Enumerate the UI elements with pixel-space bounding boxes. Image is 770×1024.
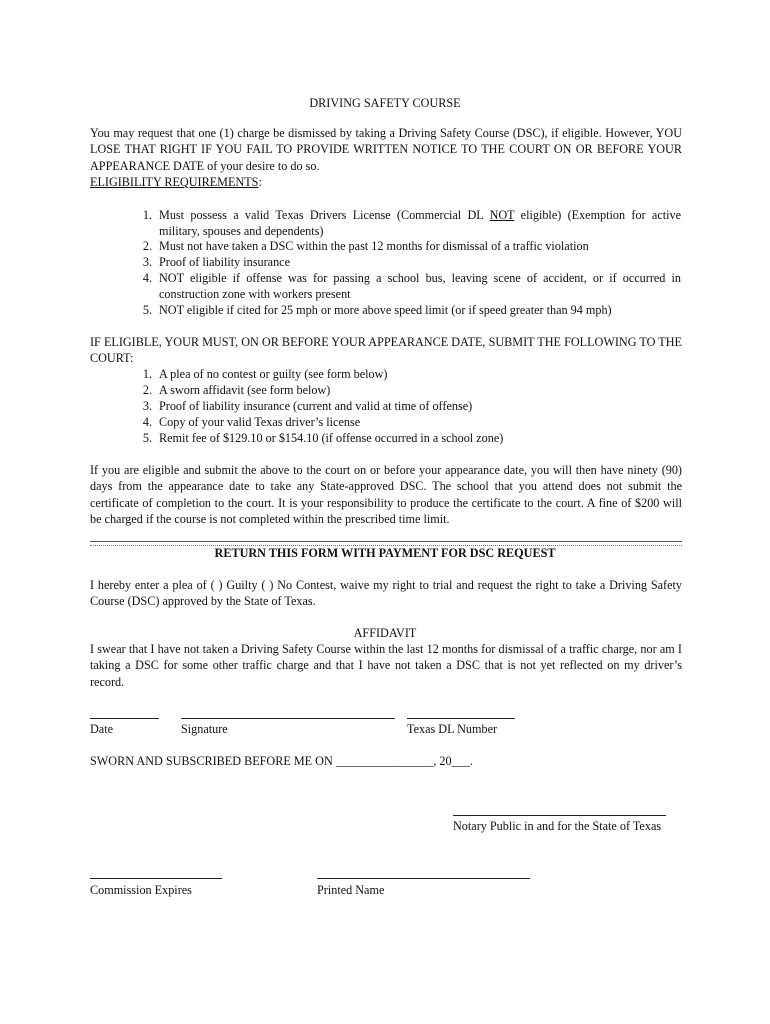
printed-name-line[interactable] bbox=[317, 878, 530, 879]
eligibility-item-1-text-a: Must possess a valid Texas Drivers License (Commercial DL bbox=[159, 208, 490, 222]
eligibility-number-1: 1. bbox=[142, 208, 152, 222]
date-line[interactable] bbox=[90, 718, 159, 719]
notary-line[interactable] bbox=[453, 815, 666, 816]
dl-number-label: Texas DL Number bbox=[407, 722, 498, 736]
document-title: DRIVING SAFETY COURSE bbox=[309, 96, 461, 110]
eligibility-item-1 bbox=[159, 207, 681, 240]
signature-line[interactable] bbox=[181, 718, 395, 719]
printed-name-label: Printed Name bbox=[317, 883, 385, 897]
notary-label: Notary Public in and for the State of Texas bbox=[453, 819, 662, 833]
eligibility-item-4: NOT eligible if offense was for passing a school bus, leaving scene of accident, or if occurred in construction zone with workers present bbox=[159, 271, 681, 302]
dl-number-line[interactable] bbox=[407, 718, 515, 719]
eligibility-item-1-text-b: eligible) (Exemption for active military, spouses and dependents) bbox=[159, 208, 681, 239]
info-paragraph: If you are eligible and submit the above to the court on or before your appearance date, you will then have ninety (90) days from the appearance date to take any State-approved DSC. The school that you attend does not submit the certificate of completion to the court. It is your responsibility to produce the certificate to the court. A fine of $200 will be charged if the course is not completed within the prescribed time limit. bbox=[90, 463, 682, 526]
eligibility-heading-colon: : bbox=[258, 174, 262, 189]
eligibility-number-3: 3. bbox=[142, 255, 152, 269]
eligibility-heading: ELIGIBILITY REQUIREMENTS bbox=[90, 174, 259, 189]
commission-expires-label: Commission Expires bbox=[90, 883, 192, 897]
intro-paragraph bbox=[90, 125, 682, 190]
intro-text: You may request that one (1) charge be dismissed by taking a Driving Safety Course (DSC), if eligible. However, YOU LOSE THAT RIGHT IF YOU FAIL TO PROVIDE WRITTEN NOTICE TO THE COURT ON OR BEFORE YOUR APPEARANCE DATE of your desire to do so. bbox=[90, 126, 682, 173]
submit-number-4: 4. bbox=[142, 415, 152, 429]
submit-number-5: 5. bbox=[142, 431, 152, 445]
form-heading: RETURN THIS FORM WITH PAYMENT FOR DSC REQUEST bbox=[214, 546, 556, 560]
eligibility-number-5: 5. bbox=[142, 303, 152, 317]
sworn-statement: SWORN AND SUBSCRIBED BEFORE ME ON ________________, 20___. bbox=[90, 754, 473, 768]
eligibility-item-3: Proof of liability insurance bbox=[159, 255, 290, 269]
submit-item-2: A sworn affidavit (see form below) bbox=[159, 383, 331, 397]
submit-number-1: 1. bbox=[142, 367, 152, 381]
plea-statement: I hereby enter a plea of ( ) Guilty ( ) No Contest, waive my right to trial and request the right to take a Driving Safety Course (DSC) approved by the State of Texas. bbox=[90, 578, 682, 609]
date-label: Date bbox=[90, 722, 114, 736]
affidavit-title: AFFIDAVIT bbox=[353, 626, 417, 640]
eligibility-item-2: Must not have taken a DSC within the past 12 months for dismissal of a traffic violation bbox=[159, 239, 589, 253]
submit-item-3: Proof of liability insurance (current and valid at time of offense) bbox=[159, 399, 473, 413]
eligibility-number-4: 4. bbox=[142, 271, 152, 285]
commission-expires-line[interactable] bbox=[90, 878, 222, 879]
eligibility-number-2: 2. bbox=[142, 239, 152, 253]
submit-item-4: Copy of your valid Texas driver’s license bbox=[159, 415, 361, 429]
affidavit-text: I swear that I have not taken a Driving Safety Course within the last 12 months for dismissal of a traffic charge, nor am I taking a DSC for some other traffic charge and that I have not taken a DSC that is not yet reflected on my driver’s record. bbox=[90, 642, 682, 689]
submit-number-3: 3. bbox=[142, 399, 152, 413]
eligibility-item-1-not: NOT bbox=[489, 208, 515, 222]
submit-heading: IF ELIGIBLE, YOUR MUST, ON OR BEFORE YOUR APPEARANCE DATE, SUBMIT THE FOLLOWING TO THE COURT: bbox=[90, 335, 682, 366]
submit-item-1: A plea of no contest or guilty (see form below) bbox=[159, 367, 388, 381]
eligibility-item-5: NOT eligible if cited for 25 mph or more above speed limit (or if speed greater than 94 mph) bbox=[159, 303, 612, 317]
submit-number-2: 2. bbox=[142, 383, 152, 397]
submit-item-5: Remit fee of $129.10 or $154.10 (if offense occurred in a school zone) bbox=[159, 431, 504, 445]
signature-label: Signature bbox=[181, 722, 228, 736]
